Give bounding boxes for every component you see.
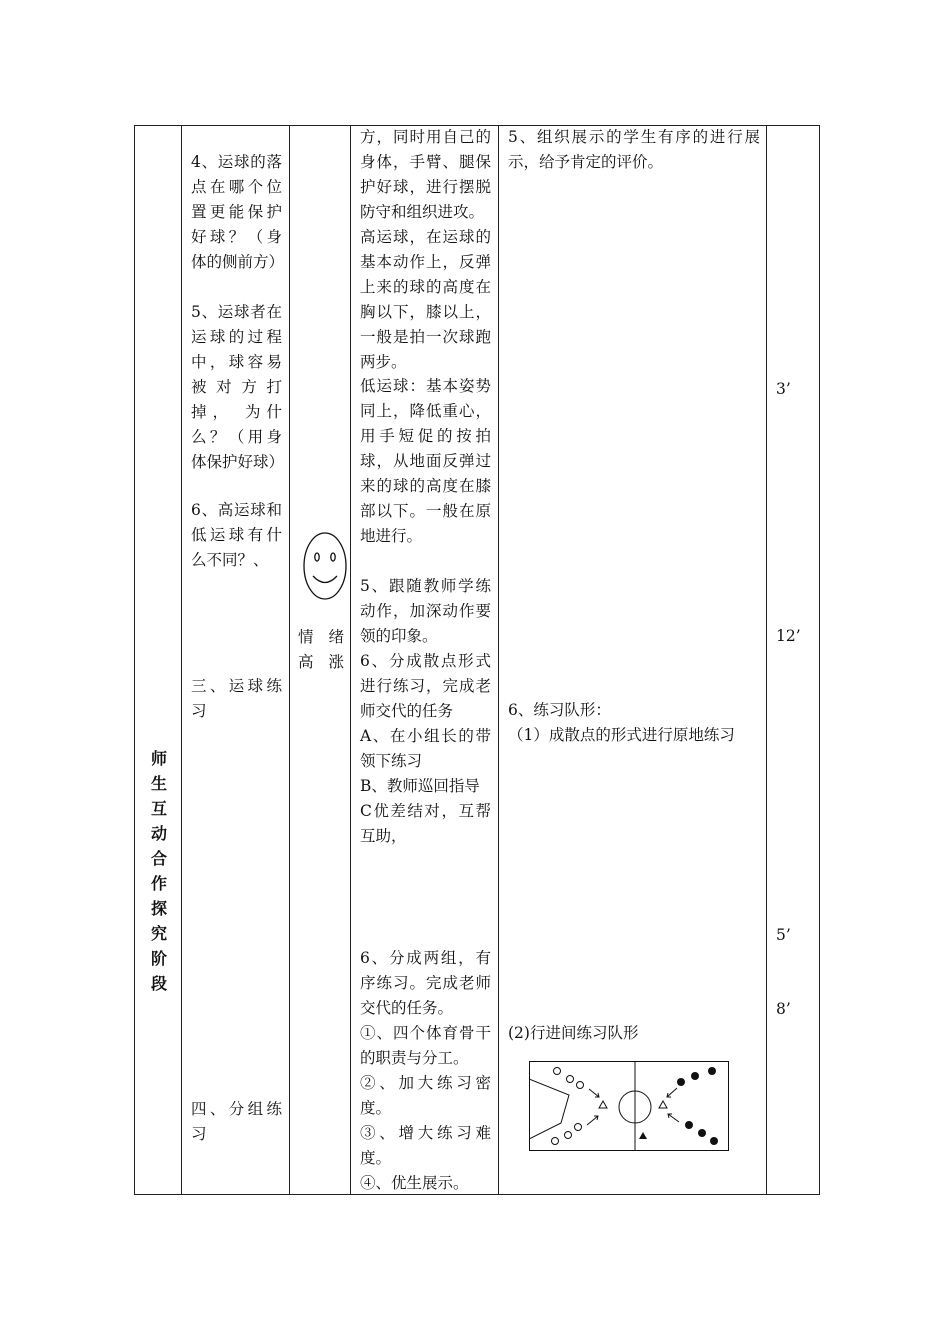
time-label: 8’ xyxy=(776,1000,791,1018)
movement-arrow xyxy=(589,1089,599,1097)
column-divider xyxy=(181,125,182,1195)
player-marker xyxy=(677,1078,685,1086)
activity-item-a: A、在小组长的带领下练习 xyxy=(360,727,491,770)
activity-scattered-practice: 6、分成散点形式进行练习，完成老师交代的任务 xyxy=(360,652,491,720)
section-dribble-practice: 三、运球练习 xyxy=(191,677,282,720)
player-marker xyxy=(554,1068,561,1075)
organization-6-moving: (2)行进间练习队形 xyxy=(508,1024,639,1042)
organization-6-scattered: （1）成散点的形式进行原地练习 xyxy=(508,726,735,744)
player-marker xyxy=(565,1132,572,1139)
activity-task-1: ①、四个体育骨干的职责与分工。 xyxy=(360,1024,491,1067)
activity-text-1: 方，同时用自己的身体，手臂、腿保护好球，进行摆脱防守和组织进攻。 xyxy=(360,128,491,221)
column-divider xyxy=(766,125,767,1195)
time-label: 12’ xyxy=(776,627,801,645)
court-formation-diagram xyxy=(529,1061,729,1151)
player-marker xyxy=(698,1129,706,1137)
key-area xyxy=(529,1079,569,1139)
player-marker xyxy=(691,1072,699,1080)
player-marker xyxy=(708,1067,716,1075)
column-divider xyxy=(350,125,351,1195)
activity-item-c: C优差结对，互帮互助， xyxy=(360,802,491,845)
column-divider xyxy=(498,125,499,1195)
activity-low-dribble: 低运球：基本姿势同上，降低重心，用手短促的按拍球，从地面反弹过来的球的高度在膝部以下。一般在原地进行。 xyxy=(360,377,491,545)
activity-task-3: ③、增大练习难度。 xyxy=(360,1124,491,1167)
player-marker xyxy=(577,1082,584,1089)
organization-6-title: 6、练习队形： xyxy=(508,701,611,719)
player-marker xyxy=(710,1137,718,1145)
activity-follow-teacher: 5、跟随教师学练动作，加深动作要领的印象。 xyxy=(360,577,491,645)
question-6: 6、高运球和低运球有什么不同？、 xyxy=(191,501,282,569)
movement-arrow xyxy=(668,1114,679,1122)
player-marker xyxy=(552,1138,559,1145)
column-divider xyxy=(289,125,290,1195)
activity-item-b: B、教师巡回指导 xyxy=(360,777,480,795)
movement-arrow xyxy=(587,1116,598,1125)
time-label: 5’ xyxy=(776,926,791,944)
player-marker xyxy=(567,1076,574,1083)
teacher-marker xyxy=(599,1101,607,1108)
player-marker xyxy=(685,1121,693,1129)
movement-arrow xyxy=(667,1088,677,1097)
teacher-marker xyxy=(639,1132,647,1139)
teacher-marker xyxy=(659,1101,667,1108)
player-marker xyxy=(575,1124,582,1131)
question-4: 4、运球的落点在哪个位置更能保护好球？（身体的侧前方） xyxy=(191,153,285,271)
question-5: 5、运球者在运球的过程中，球容易被对方打掉， 为什么？（用身体保护好球） xyxy=(191,303,285,471)
mood-label: 情绪高涨 xyxy=(298,628,344,671)
smiley-face-icon xyxy=(302,531,348,601)
activity-two-groups: 6、分成两组，有序练习。完成老师交代的任务。 xyxy=(360,949,491,1017)
activity-high-dribble: 高运球，在运球的基本动作上，反弹上来的球的高度在胸以下，膝以上，一般是拍一次球跑两步。 xyxy=(360,228,491,371)
organization-5: 5、组织展示的学生有序的进行展示，给予肯定的评价。 xyxy=(508,128,760,171)
activity-task-2: ②、加大练习密度。 xyxy=(360,1074,491,1117)
section-group-practice: 四、分组练习 xyxy=(191,1100,282,1143)
time-label: 3’ xyxy=(776,380,791,398)
stage-label: 师生互动合作探究阶段 xyxy=(150,749,167,993)
activity-task-4: ④、优生展示。 xyxy=(360,1174,469,1192)
